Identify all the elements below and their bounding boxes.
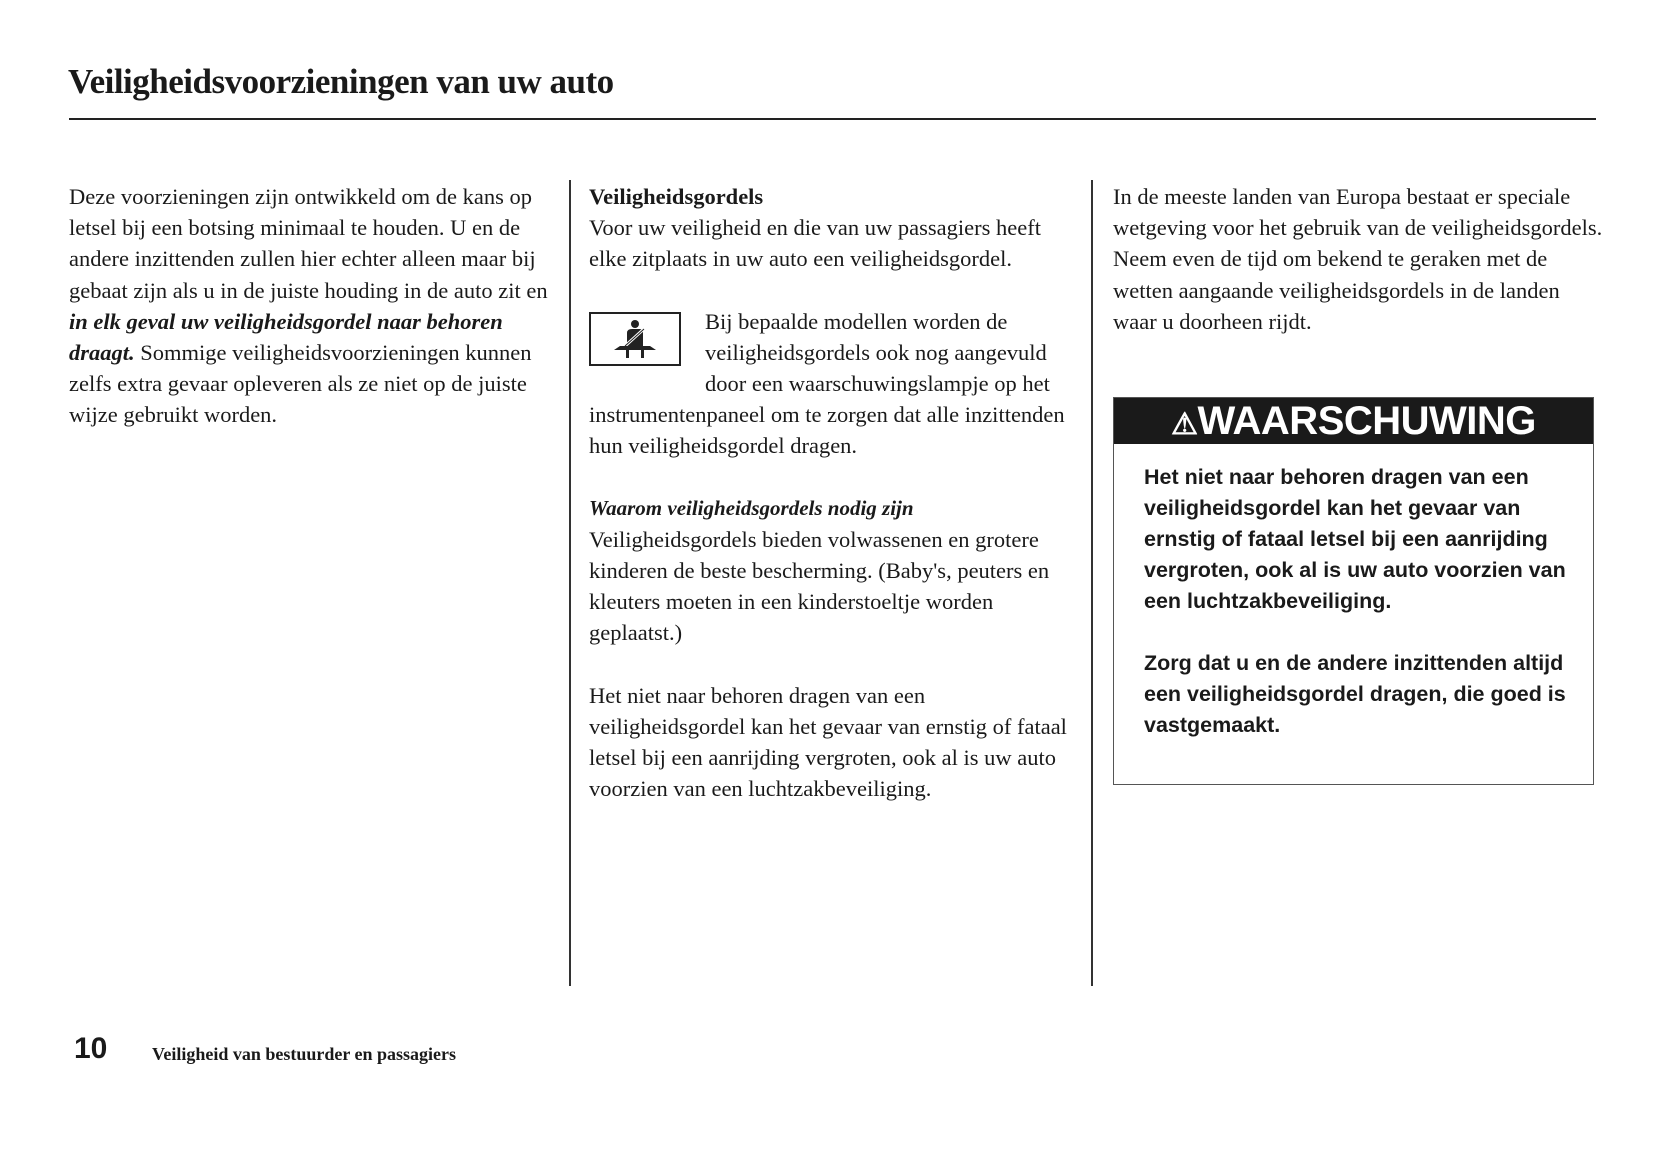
section-heading: Veiligheidsgordels — [589, 184, 764, 209]
column-divider — [1091, 180, 1093, 986]
warning-text: Het niet naar behoren dragen van een veiligheidsgordel kan het gevaar van ernstig of fataal letsel bij een aanrijding vergroten, ook al is uw auto voorzien van een luchtzakbeveiliging. — [1144, 465, 1566, 613]
paragraph: In de meeste landen van Europa bestaat er speciale wetgeving voor het gebruik van de veiligheidsgordels. Neem even de tijd om bekend te geraken met de wetten aangaande veiligheidsgordels in de landen waar u doorheen rijdt. — [1113, 184, 1603, 334]
intro-text: Deze voorzieningen zijn ontwikkeld om de kans op letsel bij een botsing minimaal te houden. U en de andere inzittenden zullen hier echter alleen maar bij gebaat zijn als u in de juiste houding in de auto zit en — [69, 184, 548, 303]
column-seatbelts — [589, 181, 1079, 804]
column-legislation — [1113, 181, 1603, 337]
indicator-paragraph — [589, 306, 1079, 462]
intro-paragraph — [69, 181, 549, 431]
header-rule — [69, 118, 1596, 120]
warning-box — [1113, 397, 1594, 785]
section-label: Veiligheid van bestuurder en passagiers — [152, 1044, 457, 1064]
column-intro — [69, 181, 549, 431]
warning-header — [1114, 398, 1593, 444]
seatbelt-icon — [589, 312, 681, 366]
warning-triangle-icon: ⚠ — [1171, 408, 1198, 441]
subheading: Waarom veiligheidsgordels nodig zijn — [589, 495, 914, 520]
column-divider — [569, 180, 571, 986]
paragraph: Veiligheidsgordels bieden volwassenen en grotere kinderen de beste bescherming. (Baby's, peuters en kleuters moeten in een kinderstoeltje worden geplaatst.) — [589, 526, 1050, 646]
paragraph: Het niet naar behoren dragen van een veiligheidsgordel kan het gevaar van ernstig of fataal letsel bij een aanrijding vergroten, ook al is uw auto voorzien van een luchtzakbeveiliging. — [589, 682, 1067, 802]
page-title: Veiligheidsvoorzieningen van uw auto — [68, 62, 614, 101]
intro-text-after: Sommige veiligheidsvoorzieningen kunnen zelfs extra gevaar opleveren als ze niet op de juiste wijze gebruikt worden. — [69, 340, 532, 428]
intro-emphasis: in elk geval uw veiligheidsgordel naar behoren draagt. — [69, 308, 503, 366]
intro-paragraph: Voor uw veiligheid en die van uw passagiers heeft elke zitplaats in uw auto een veiligheidsgordel. — [589, 215, 1041, 272]
warning-title: WAARSCHUWING — [1197, 399, 1536, 443]
indicator-text: Bij bepaalde modellen worden de veiligheidsgordels ook nog aangevuld door een waarschuwingslampje op het instrumentenpaneel om te zorgen dat alle inzittenden hun veiligheidsgordel dragen. — [589, 308, 1065, 459]
warning-text: Zorg dat u en de andere inzittenden altijd een veiligheidsgordel dragen, die goed is vastgemaakt. — [1144, 651, 1566, 737]
page-number: 10 — [74, 1032, 108, 1065]
